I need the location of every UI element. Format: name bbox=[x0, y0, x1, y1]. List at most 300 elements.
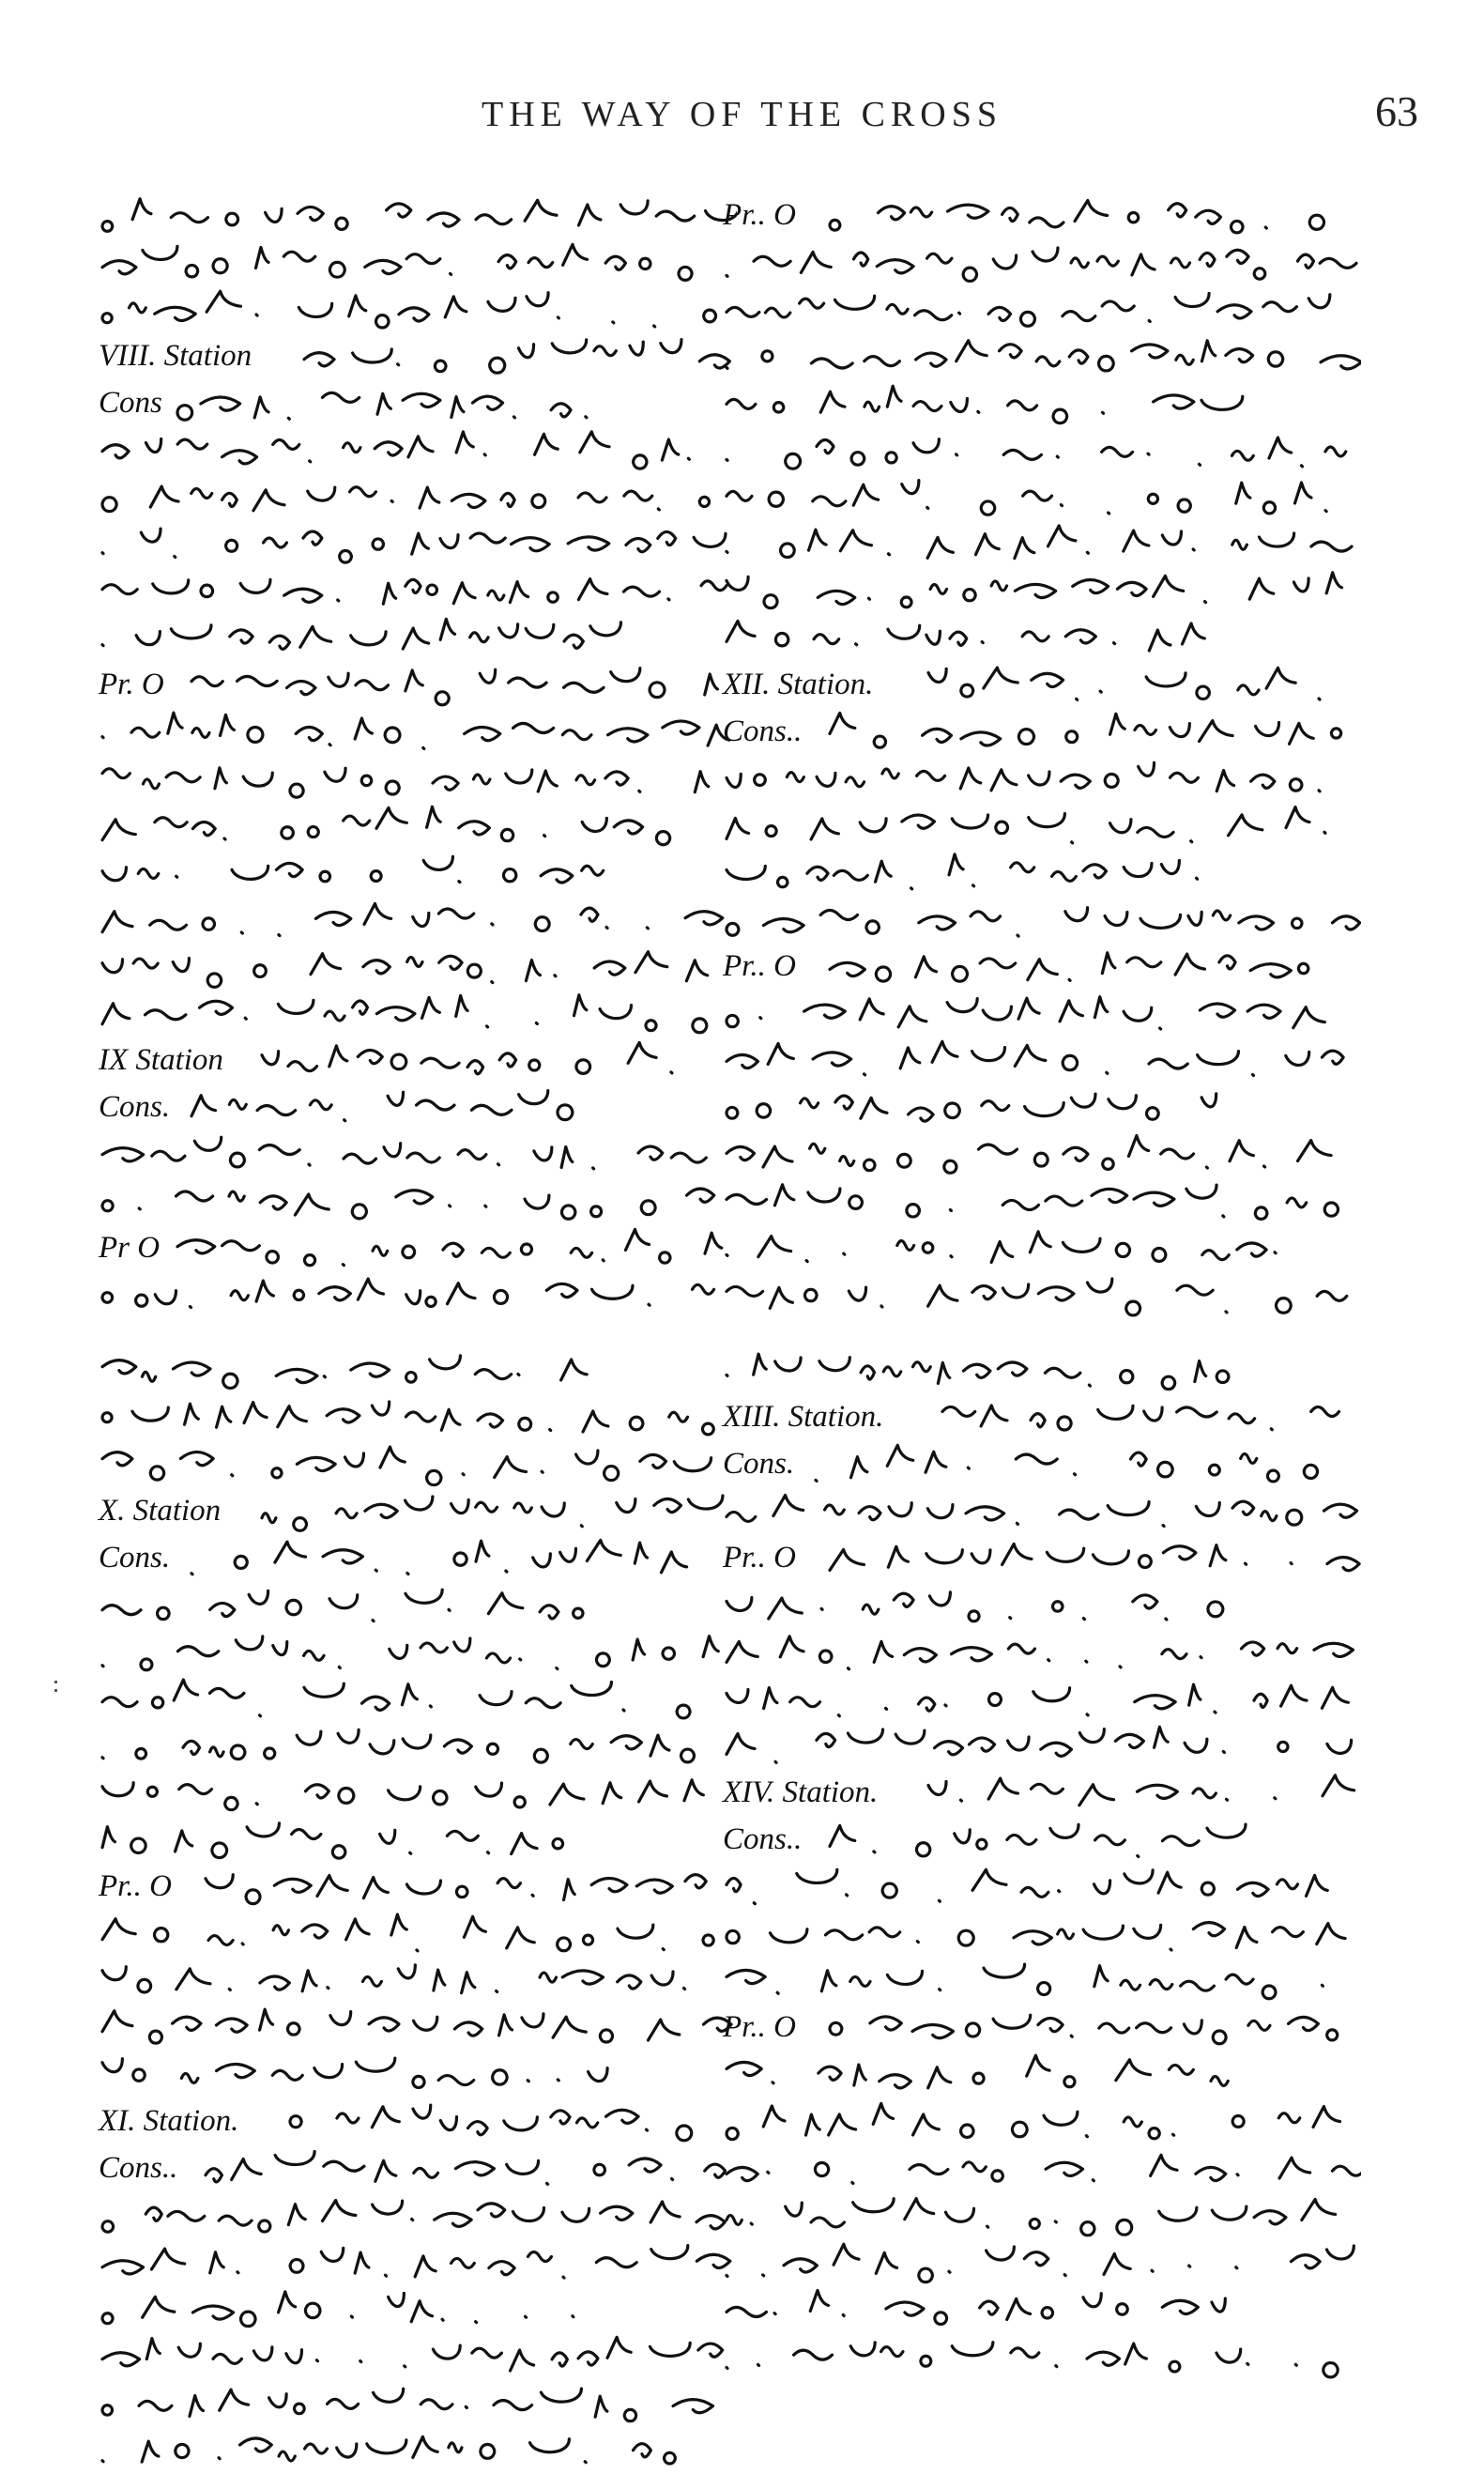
shorthand-stroke bbox=[102, 2058, 607, 2087]
shorthand-glyphs bbox=[99, 756, 737, 803]
shorthand-line bbox=[99, 2239, 746, 2286]
shorthand-stroke bbox=[830, 1544, 1359, 1570]
line-label: VIII. Station bbox=[99, 339, 252, 373]
shorthand-glyphs bbox=[812, 1441, 1361, 1488]
shorthand-line bbox=[99, 1770, 746, 1817]
shorthand-glyphs bbox=[723, 1629, 1361, 1676]
shorthand-line bbox=[723, 2098, 1370, 2145]
line-label: Pr.. O bbox=[99, 1869, 172, 1903]
shorthand-line bbox=[723, 1723, 1370, 1770]
line-label: Pr.. O bbox=[723, 1541, 796, 1575]
shorthand-glyphs bbox=[258, 1037, 737, 1084]
line-label: Cons.. bbox=[99, 2151, 178, 2185]
shorthand-glyphs bbox=[826, 944, 1361, 991]
shorthand-stroke bbox=[177, 1229, 722, 1265]
shorthand-line bbox=[99, 1394, 746, 1441]
shorthand-glyphs bbox=[826, 192, 1361, 239]
shorthand-stroke bbox=[928, 668, 1320, 699]
shorthand-line bbox=[99, 1676, 746, 1723]
shorthand-stroke bbox=[727, 621, 1204, 651]
shorthand-line bbox=[99, 192, 746, 239]
shorthand-line bbox=[723, 1131, 1370, 1178]
line-label: Cons bbox=[99, 386, 162, 420]
shorthand-line bbox=[99, 1178, 746, 1225]
shorthand-glyphs bbox=[99, 1178, 737, 1225]
shorthand-stroke bbox=[102, 768, 709, 797]
shorthand-line bbox=[99, 662, 746, 709]
shorthand-glyphs bbox=[723, 2098, 1361, 2145]
shorthand-glyphs bbox=[99, 1441, 737, 1488]
shorthand-stroke bbox=[102, 995, 707, 1033]
shorthand-glyphs bbox=[723, 1037, 1361, 1084]
shorthand-glyphs bbox=[723, 1582, 1248, 1629]
shorthand-line bbox=[723, 2239, 1370, 2286]
shorthand-glyphs bbox=[925, 662, 1361, 709]
shorthand-glyphs bbox=[99, 944, 737, 991]
shorthand-glyphs bbox=[99, 1347, 624, 1394]
shorthand-stroke bbox=[727, 1185, 1338, 1220]
shorthand-glyphs bbox=[99, 427, 737, 474]
shorthand-glyphs bbox=[723, 474, 1361, 521]
right-column bbox=[723, 192, 1370, 2380]
shorthand-line bbox=[723, 1084, 1370, 1131]
shorthand-glyphs bbox=[723, 380, 1248, 427]
shorthand-line bbox=[723, 709, 1370, 756]
shorthand-glyphs bbox=[723, 1131, 1361, 1178]
shorthand-line bbox=[99, 474, 746, 521]
shorthand-stroke bbox=[727, 573, 1341, 608]
shorthand-stroke bbox=[262, 1042, 672, 1073]
shorthand-glyphs bbox=[723, 1272, 1361, 1319]
shorthand-glyphs bbox=[723, 1864, 1361, 1911]
shorthand-glyphs bbox=[723, 2239, 1361, 2286]
shorthand-line bbox=[723, 333, 1370, 380]
shorthand-stroke bbox=[830, 953, 1308, 981]
shorthand-glyphs bbox=[723, 1723, 1361, 1770]
shorthand-line bbox=[99, 850, 746, 897]
shorthand-stroke bbox=[102, 579, 727, 605]
shorthand-stroke bbox=[830, 713, 1341, 747]
shorthand-stroke bbox=[830, 200, 1323, 232]
shorthand-glyphs bbox=[723, 1225, 1361, 1272]
shorthand-line bbox=[723, 1272, 1370, 1347]
shorthand-line bbox=[99, 2098, 746, 2145]
shorthand-line bbox=[723, 1225, 1370, 1272]
shorthand-line bbox=[723, 2333, 1370, 2380]
shorthand-line bbox=[99, 1225, 746, 1272]
shorthand-stroke bbox=[727, 854, 1198, 889]
shorthand-stroke bbox=[727, 1495, 1357, 1526]
shorthand-glyphs bbox=[99, 1958, 737, 2005]
shorthand-glyphs bbox=[99, 615, 624, 662]
shorthand-glyphs bbox=[174, 380, 624, 427]
shorthand-glyphs bbox=[723, 427, 1361, 474]
shorthand-stroke bbox=[102, 713, 729, 748]
shorthand-line bbox=[99, 709, 746, 756]
shorthand-stroke bbox=[727, 1136, 1331, 1174]
shorthand-stroke bbox=[191, 1540, 687, 1574]
shorthand-glyphs bbox=[99, 709, 737, 756]
shorthand-stroke bbox=[102, 903, 723, 935]
shorthand-glyphs bbox=[99, 991, 737, 1037]
shorthand-glyphs bbox=[99, 474, 737, 521]
shorthand-line bbox=[99, 803, 746, 850]
shorthand-glyphs bbox=[174, 1225, 737, 1272]
shorthand-stroke bbox=[102, 1279, 714, 1307]
shorthand-glyphs bbox=[99, 803, 737, 850]
shorthand-stroke bbox=[102, 952, 708, 988]
shorthand-stroke bbox=[102, 2436, 675, 2464]
shorthand-line bbox=[723, 1488, 1370, 1535]
shorthand-stroke bbox=[102, 1780, 703, 1810]
shorthand-glyphs bbox=[286, 2098, 737, 2145]
shorthand-line bbox=[99, 286, 746, 333]
shorthand-line bbox=[99, 2192, 746, 2239]
shorthand-line bbox=[723, 427, 1370, 474]
shorthand-stroke bbox=[727, 1923, 1345, 1951]
shorthand-stroke bbox=[177, 392, 587, 420]
shorthand-glyphs bbox=[723, 568, 1361, 615]
shorthand-stroke bbox=[727, 2343, 1338, 2377]
line-label: XII. Station. bbox=[723, 668, 874, 701]
shorthand-glyphs bbox=[99, 897, 737, 944]
shorthand-glyphs bbox=[723, 239, 1361, 286]
shorthand-stroke bbox=[727, 293, 1330, 326]
shorthand-line bbox=[99, 380, 746, 427]
shorthand-glyphs bbox=[99, 1629, 737, 1676]
shorthand-stroke bbox=[727, 1727, 1352, 1762]
shorthand-line bbox=[723, 1864, 1370, 1911]
shorthand-line bbox=[723, 944, 1370, 991]
shorthand-glyphs bbox=[99, 2286, 624, 2333]
shorthand-stroke bbox=[727, 481, 1326, 515]
shorthand-glyphs bbox=[99, 1770, 737, 1817]
shorthand-glyphs bbox=[99, 2051, 624, 2098]
shorthand-stroke bbox=[102, 1590, 583, 1621]
line-label: Cons.. bbox=[723, 1822, 803, 1856]
shorthand-stroke bbox=[727, 1869, 1327, 1903]
shorthand-stroke bbox=[290, 2105, 692, 2141]
shorthand-line bbox=[723, 1911, 1370, 1958]
shorthand-glyphs bbox=[723, 2333, 1361, 2380]
shorthand-line bbox=[99, 1817, 746, 1864]
shorthand-stroke bbox=[727, 1637, 1353, 1669]
line-label: Pr.. O bbox=[723, 949, 796, 983]
shorthand-line bbox=[723, 1676, 1370, 1723]
shorthand-line bbox=[723, 2192, 1370, 2239]
shorthand-stroke bbox=[727, 386, 1243, 423]
running-title: THE WAY OF THE CROSS bbox=[482, 95, 1002, 134]
shorthand-line bbox=[99, 1488, 746, 1535]
shorthand-line bbox=[723, 1958, 1370, 2005]
shorthand-stroke bbox=[102, 1914, 713, 1951]
shorthand-line bbox=[723, 521, 1370, 568]
shorthand-glyphs bbox=[723, 850, 1248, 897]
shorthand-glyphs bbox=[202, 1864, 737, 1911]
shorthand-line bbox=[723, 1178, 1370, 1225]
shorthand-stroke bbox=[816, 1445, 1318, 1482]
shorthand-glyphs bbox=[258, 1488, 737, 1535]
shorthand-stroke bbox=[206, 2151, 726, 2184]
shorthand-stroke bbox=[102, 807, 670, 844]
shorthand-line bbox=[99, 239, 746, 286]
shorthand-line bbox=[723, 1037, 1370, 1084]
shorthand-line bbox=[723, 1394, 1370, 1441]
shorthand-glyphs bbox=[99, 1911, 737, 1958]
line-label: Pr.. O bbox=[723, 198, 796, 232]
shorthand-line bbox=[723, 192, 1370, 239]
shorthand-stroke bbox=[102, 1447, 711, 1485]
shorthand-stroke bbox=[727, 1094, 1216, 1121]
shorthand-glyphs bbox=[723, 1084, 1248, 1131]
shorthand-stroke bbox=[727, 1964, 1323, 1999]
shorthand-stroke bbox=[102, 1637, 718, 1670]
shorthand-line bbox=[99, 1629, 746, 1676]
line-label: XIII. Station. bbox=[723, 1400, 884, 1434]
shorthand-line bbox=[99, 521, 746, 568]
line-label: Cons. bbox=[99, 1090, 171, 1124]
shorthand-glyphs bbox=[99, 1131, 737, 1178]
shorthand-line bbox=[99, 1582, 746, 1629]
shorthand-stroke bbox=[102, 432, 689, 469]
shorthand-stroke bbox=[102, 856, 604, 883]
shorthand-line bbox=[99, 2286, 746, 2333]
shorthand-line bbox=[723, 756, 1370, 803]
shorthand-glyphs bbox=[99, 2427, 737, 2474]
shorthand-stroke bbox=[102, 291, 715, 328]
shorthand-stroke bbox=[102, 2200, 725, 2232]
shorthand-stroke bbox=[102, 1965, 685, 1993]
shorthand-line bbox=[99, 1958, 746, 2005]
shorthand-stroke bbox=[102, 619, 620, 649]
shorthand-glyphs bbox=[723, 1347, 1248, 1394]
shorthand-glyphs bbox=[723, 756, 1361, 803]
shorthand-glyphs bbox=[99, 2239, 737, 2286]
shorthand-stroke bbox=[830, 2015, 1338, 2044]
shorthand-stroke bbox=[191, 668, 717, 705]
shorthand-line bbox=[99, 427, 746, 474]
shorthand-stroke bbox=[191, 1091, 573, 1121]
shorthand-glyphs bbox=[723, 2286, 1248, 2333]
shorthand-stroke bbox=[727, 762, 1320, 791]
shorthand-stroke bbox=[102, 1356, 587, 1389]
shorthand-stroke bbox=[830, 1824, 1246, 1856]
shorthand-stroke bbox=[304, 340, 729, 373]
shorthand-stroke bbox=[727, 2103, 1339, 2139]
shorthand-glyphs bbox=[99, 1723, 737, 1770]
shorthand-line bbox=[723, 2145, 1370, 2192]
shorthand-glyphs bbox=[188, 662, 737, 709]
shorthand-glyphs bbox=[723, 897, 1361, 944]
shorthand-glyphs bbox=[99, 850, 624, 897]
shorthand-stroke bbox=[727, 526, 1352, 559]
shorthand-line bbox=[99, 1535, 746, 1582]
left-column bbox=[99, 192, 746, 2474]
shorthand-glyphs bbox=[826, 709, 1361, 756]
line-label: Pr. O bbox=[99, 668, 164, 701]
shorthand-glyphs bbox=[826, 1535, 1361, 1582]
shorthand-stroke bbox=[102, 2009, 731, 2043]
shorthand-stroke bbox=[727, 2290, 1225, 2324]
shorthand-glyphs bbox=[925, 1770, 1361, 1817]
shorthand-line bbox=[723, 1817, 1370, 1864]
shorthand-line bbox=[723, 662, 1370, 709]
shorthand-line bbox=[99, 2051, 746, 2098]
shorthand-stroke bbox=[727, 1279, 1347, 1315]
shorthand-glyphs bbox=[723, 2145, 1361, 2192]
shorthand-stroke bbox=[727, 2155, 1361, 2183]
shorthand-line bbox=[723, 1582, 1370, 1629]
shorthand-line bbox=[723, 2286, 1370, 2333]
shorthand-glyphs bbox=[723, 286, 1361, 333]
shorthand-line bbox=[99, 944, 746, 991]
shorthand-stroke bbox=[727, 1592, 1223, 1621]
shorthand-glyphs bbox=[99, 1582, 624, 1629]
shorthand-stroke bbox=[727, 1232, 1276, 1263]
shorthand-stroke bbox=[102, 2292, 574, 2327]
shorthand-stroke bbox=[727, 908, 1360, 936]
line-label: Pr.. O bbox=[723, 2010, 796, 2044]
shorthand-glyphs bbox=[99, 1272, 737, 1319]
shorthand-line bbox=[99, 1037, 746, 1084]
shorthand-line bbox=[99, 568, 746, 615]
shorthand-glyphs bbox=[99, 286, 737, 333]
shorthand-line bbox=[99, 2333, 746, 2380]
shorthand-stroke bbox=[102, 1680, 690, 1718]
line-label: X. Station bbox=[99, 1494, 222, 1528]
shorthand-glyphs bbox=[723, 615, 1248, 662]
shorthand-stroke bbox=[102, 1137, 706, 1169]
shorthand-glyphs bbox=[723, 2051, 1248, 2098]
shorthand-glyphs bbox=[99, 2192, 737, 2239]
line-label: XI. Station. bbox=[99, 2104, 239, 2138]
shorthand-stroke bbox=[727, 1684, 1348, 1716]
line-label: Cons. bbox=[723, 1447, 795, 1481]
shorthand-line bbox=[723, 897, 1370, 944]
shorthand-line bbox=[723, 1441, 1370, 1488]
margin-speck bbox=[54, 1681, 60, 1701]
shorthand-glyphs bbox=[188, 1084, 624, 1131]
shorthand-line bbox=[99, 615, 746, 662]
shorthand-stroke bbox=[102, 1729, 694, 1762]
shorthand-glyphs bbox=[99, 1817, 624, 1864]
shorthand-glyphs bbox=[826, 2005, 1361, 2051]
line-label: Cons. bbox=[99, 1541, 171, 1575]
shorthand-line bbox=[99, 897, 746, 944]
shorthand-line bbox=[99, 1272, 746, 1347]
shorthand-stroke bbox=[942, 1406, 1339, 1430]
shorthand-stroke bbox=[206, 1875, 706, 1904]
shorthand-line bbox=[723, 1347, 1370, 1394]
shorthand-stroke bbox=[102, 244, 692, 280]
shorthand-glyphs bbox=[723, 991, 1361, 1037]
shorthand-line bbox=[723, 1770, 1370, 1817]
shorthand-glyphs bbox=[99, 2333, 737, 2380]
shorthand-line bbox=[723, 2005, 1370, 2051]
shorthand-stroke bbox=[727, 248, 1356, 282]
shorthand-line bbox=[723, 286, 1370, 333]
shorthand-line bbox=[723, 380, 1370, 427]
shorthand-glyphs bbox=[826, 1817, 1248, 1864]
shorthand-glyphs bbox=[300, 333, 737, 380]
shorthand-glyphs bbox=[723, 1911, 1361, 1958]
shorthand-stroke bbox=[102, 1189, 714, 1219]
shorthand-line bbox=[723, 991, 1370, 1037]
shorthand-line bbox=[99, 1911, 746, 1958]
shorthand-stroke bbox=[102, 486, 709, 512]
shorthand-stroke bbox=[102, 2389, 712, 2421]
shorthand-line bbox=[723, 1535, 1370, 1582]
shorthand-line bbox=[99, 1131, 746, 1178]
shorthand-stroke bbox=[727, 438, 1346, 469]
shorthand-glyphs bbox=[99, 192, 737, 239]
shorthand-line bbox=[99, 1441, 746, 1488]
shorthand-glyphs bbox=[723, 2192, 1361, 2239]
shorthand-glyphs bbox=[723, 1676, 1361, 1723]
shorthand-stroke bbox=[727, 2244, 1354, 2282]
line-label: IX Station bbox=[99, 1043, 223, 1077]
line-label: Cons.. bbox=[723, 715, 803, 748]
shorthand-glyphs bbox=[723, 1488, 1361, 1535]
shorthand-glyphs bbox=[202, 2145, 737, 2192]
shorthand-line bbox=[99, 2380, 746, 2427]
shorthand-glyphs bbox=[723, 521, 1361, 568]
shorthand-line bbox=[99, 991, 746, 1037]
shorthand-stroke bbox=[102, 1823, 563, 1858]
shorthand-glyphs bbox=[723, 1178, 1361, 1225]
shorthand-stroke bbox=[262, 1496, 723, 1530]
shorthand-stroke bbox=[727, 2199, 1336, 2236]
shorthand-line bbox=[99, 2005, 746, 2051]
shorthand-stroke bbox=[928, 1775, 1354, 1806]
shorthand-line bbox=[723, 803, 1370, 850]
shorthand-glyphs bbox=[939, 1394, 1361, 1441]
shorthand-line bbox=[723, 239, 1370, 286]
shorthand-line bbox=[99, 756, 746, 803]
shorthand-stroke bbox=[102, 199, 737, 232]
shorthand-glyphs bbox=[99, 1394, 737, 1441]
shorthand-stroke bbox=[102, 1402, 713, 1435]
shorthand-glyphs bbox=[99, 568, 737, 615]
shorthand-line bbox=[723, 568, 1370, 615]
shorthand-stroke bbox=[727, 341, 1361, 371]
shorthand-stroke bbox=[727, 1041, 1343, 1075]
shorthand-glyphs bbox=[723, 803, 1361, 850]
shorthand-line bbox=[723, 850, 1370, 897]
shorthand-glyphs bbox=[99, 239, 737, 286]
shorthand-glyphs bbox=[188, 1535, 737, 1582]
line-label: XIV. Station. bbox=[723, 1775, 879, 1809]
page-number: 63 bbox=[1375, 87, 1418, 135]
shorthand-glyphs bbox=[99, 2005, 737, 2051]
shorthand-line bbox=[99, 1723, 746, 1770]
shorthand-line bbox=[99, 333, 746, 380]
shorthand-line bbox=[99, 1084, 746, 1131]
shorthand-stroke bbox=[102, 2246, 730, 2278]
shorthand-line bbox=[99, 1864, 746, 1911]
line-label: Pr O bbox=[99, 1231, 161, 1265]
shorthand-glyphs bbox=[99, 2380, 737, 2427]
shorthand-glyphs bbox=[99, 1676, 737, 1723]
shorthand-line bbox=[723, 1629, 1370, 1676]
shorthand-line bbox=[99, 1347, 746, 1394]
shorthand-glyphs bbox=[723, 333, 1361, 380]
shorthand-glyphs bbox=[723, 1958, 1361, 2005]
shorthand-line bbox=[723, 474, 1370, 521]
shorthand-stroke bbox=[102, 529, 726, 562]
shorthand-glyphs bbox=[99, 521, 737, 568]
shorthand-line bbox=[99, 2427, 746, 2474]
